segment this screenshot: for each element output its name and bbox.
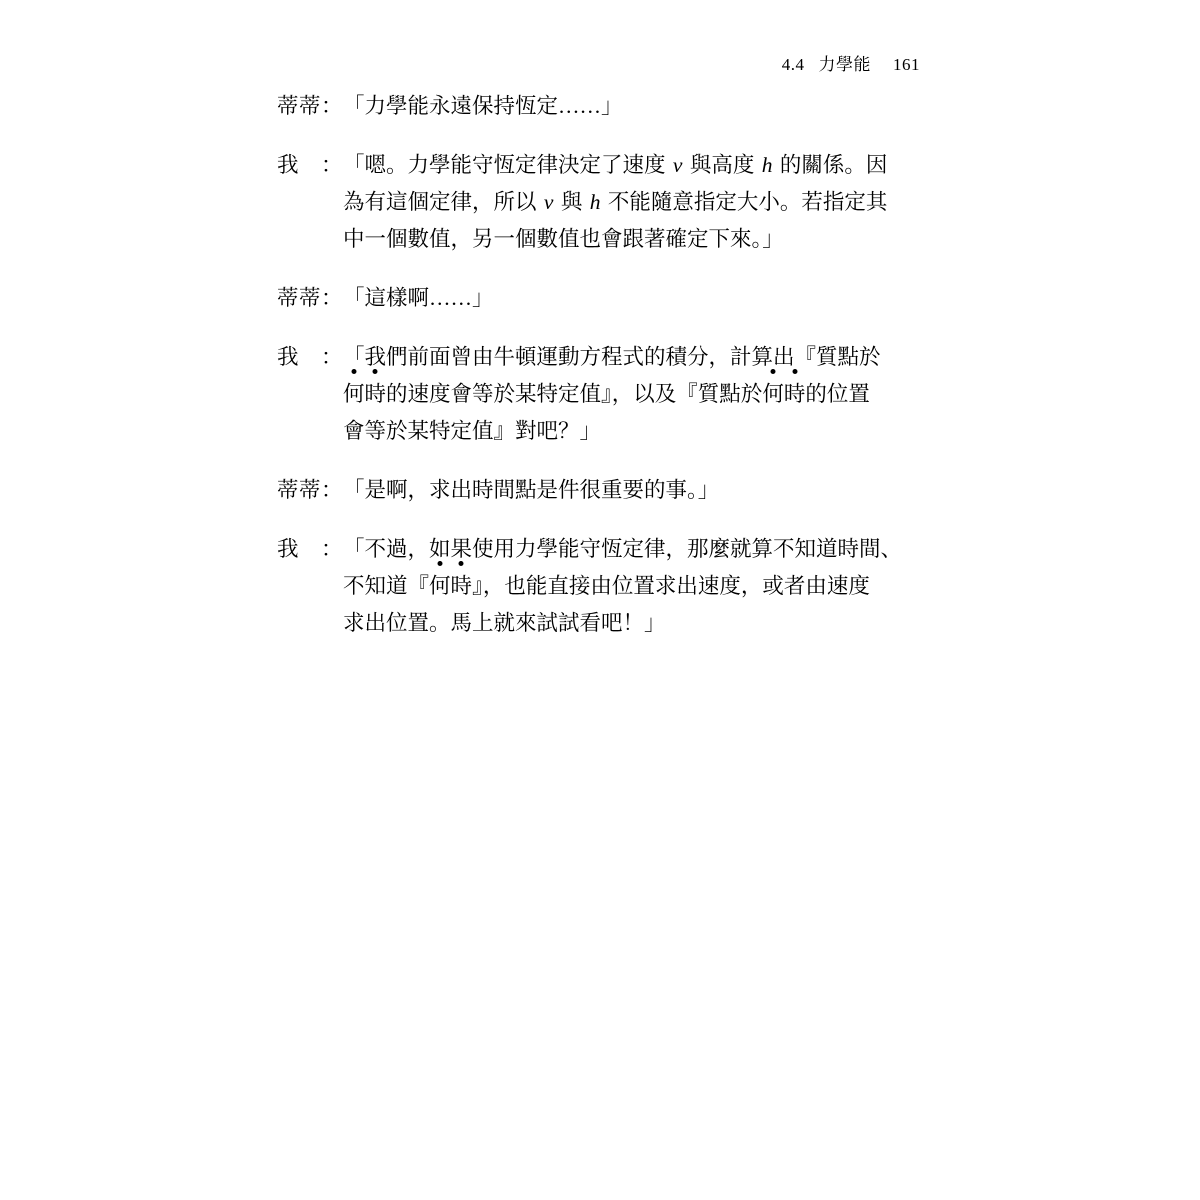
utterance xyxy=(343,472,925,509)
emphasized-char: 何 xyxy=(429,568,451,605)
speaker-label xyxy=(277,88,343,125)
utterance xyxy=(343,531,925,642)
math-symbol-v: v xyxy=(672,152,683,177)
speaker-label xyxy=(277,280,343,317)
speaker-label xyxy=(277,147,343,184)
speaker-name: 我 xyxy=(277,152,300,177)
utterance-line: 中一個數值，另一個數值也會跟著確定下來。」 xyxy=(343,226,784,251)
emphasized-char: 時 xyxy=(784,376,806,413)
page-number: 161 xyxy=(893,55,920,74)
utterance-line: 「不過，如果使用力學能守恆定律，那麼就算不知道時間、 xyxy=(343,536,903,561)
dialogue-line xyxy=(277,339,925,450)
speaker-label xyxy=(277,531,343,568)
utterance-line: 「是啊，求出時間點是件很重要的事。」 xyxy=(343,477,720,502)
speaker-colon: ： xyxy=(321,344,344,369)
utterance-line: 「我們前面曾由牛頓運動方程式的積分，計算出『質點於 xyxy=(343,344,881,369)
utterance-line: 求出位置。馬上就來試試看吧！」 xyxy=(343,610,666,635)
dialogue-line xyxy=(277,472,925,509)
emphasized-char: 時 xyxy=(451,568,473,605)
speaker-colon: ： xyxy=(321,477,344,502)
speaker-name: 蒂蒂 xyxy=(277,285,322,310)
utterance xyxy=(343,147,925,258)
math-symbol-h: h xyxy=(589,189,601,214)
math-symbol-v: v xyxy=(543,189,554,214)
speaker-name: 蒂蒂 xyxy=(277,477,322,502)
emphasized-char: 何 xyxy=(343,376,365,413)
utterance-line: 「這樣啊……」 xyxy=(343,285,494,310)
dialogue-line xyxy=(277,280,925,317)
utterance-line: 不知道『何時』，也能直接由位置求出速度，或者由速度 xyxy=(343,568,925,605)
utterance-line: 何時的速度會等於某特定值』，以及『質點於何時的位置 xyxy=(343,376,925,413)
speaker-colon: ： xyxy=(321,536,344,561)
speaker-name: 我 xyxy=(277,536,300,561)
utterance-line: 為有這個定律，所以 v 與 h 不能隨意指定大小。若指定其 xyxy=(343,189,888,214)
speaker-label xyxy=(277,339,343,376)
emphasized-char: 何 xyxy=(762,376,784,413)
emphasized-char: 時 xyxy=(365,376,387,413)
speaker-label xyxy=(277,472,343,509)
dialogue-list xyxy=(277,88,925,664)
dialogue-line xyxy=(277,88,925,125)
utterance-line: 會等於某特定值』對吧？」 xyxy=(343,418,602,443)
speaker-colon: ： xyxy=(321,285,344,310)
speaker-colon: ： xyxy=(321,94,344,118)
math-symbol-h: h xyxy=(761,152,773,177)
utterance xyxy=(343,88,925,125)
utterance-line: 「嗯。力學能守恆定律決定了速度 v 與高度 h 的關係。因 xyxy=(343,152,888,177)
running-head-section: 4.4 xyxy=(781,55,805,74)
speaker-name: 蒂蒂 xyxy=(277,94,322,118)
speaker-colon: ： xyxy=(321,152,344,177)
speaker-name: 我 xyxy=(277,344,300,369)
running-head-title: 力學能 xyxy=(818,55,871,74)
utterance-line: 「力學能永遠保持恆定……」 xyxy=(343,94,623,118)
dialogue-line xyxy=(277,531,925,642)
running-head xyxy=(782,50,920,75)
dialogue-line xyxy=(277,147,925,258)
utterance xyxy=(343,280,925,317)
utterance xyxy=(343,339,925,450)
